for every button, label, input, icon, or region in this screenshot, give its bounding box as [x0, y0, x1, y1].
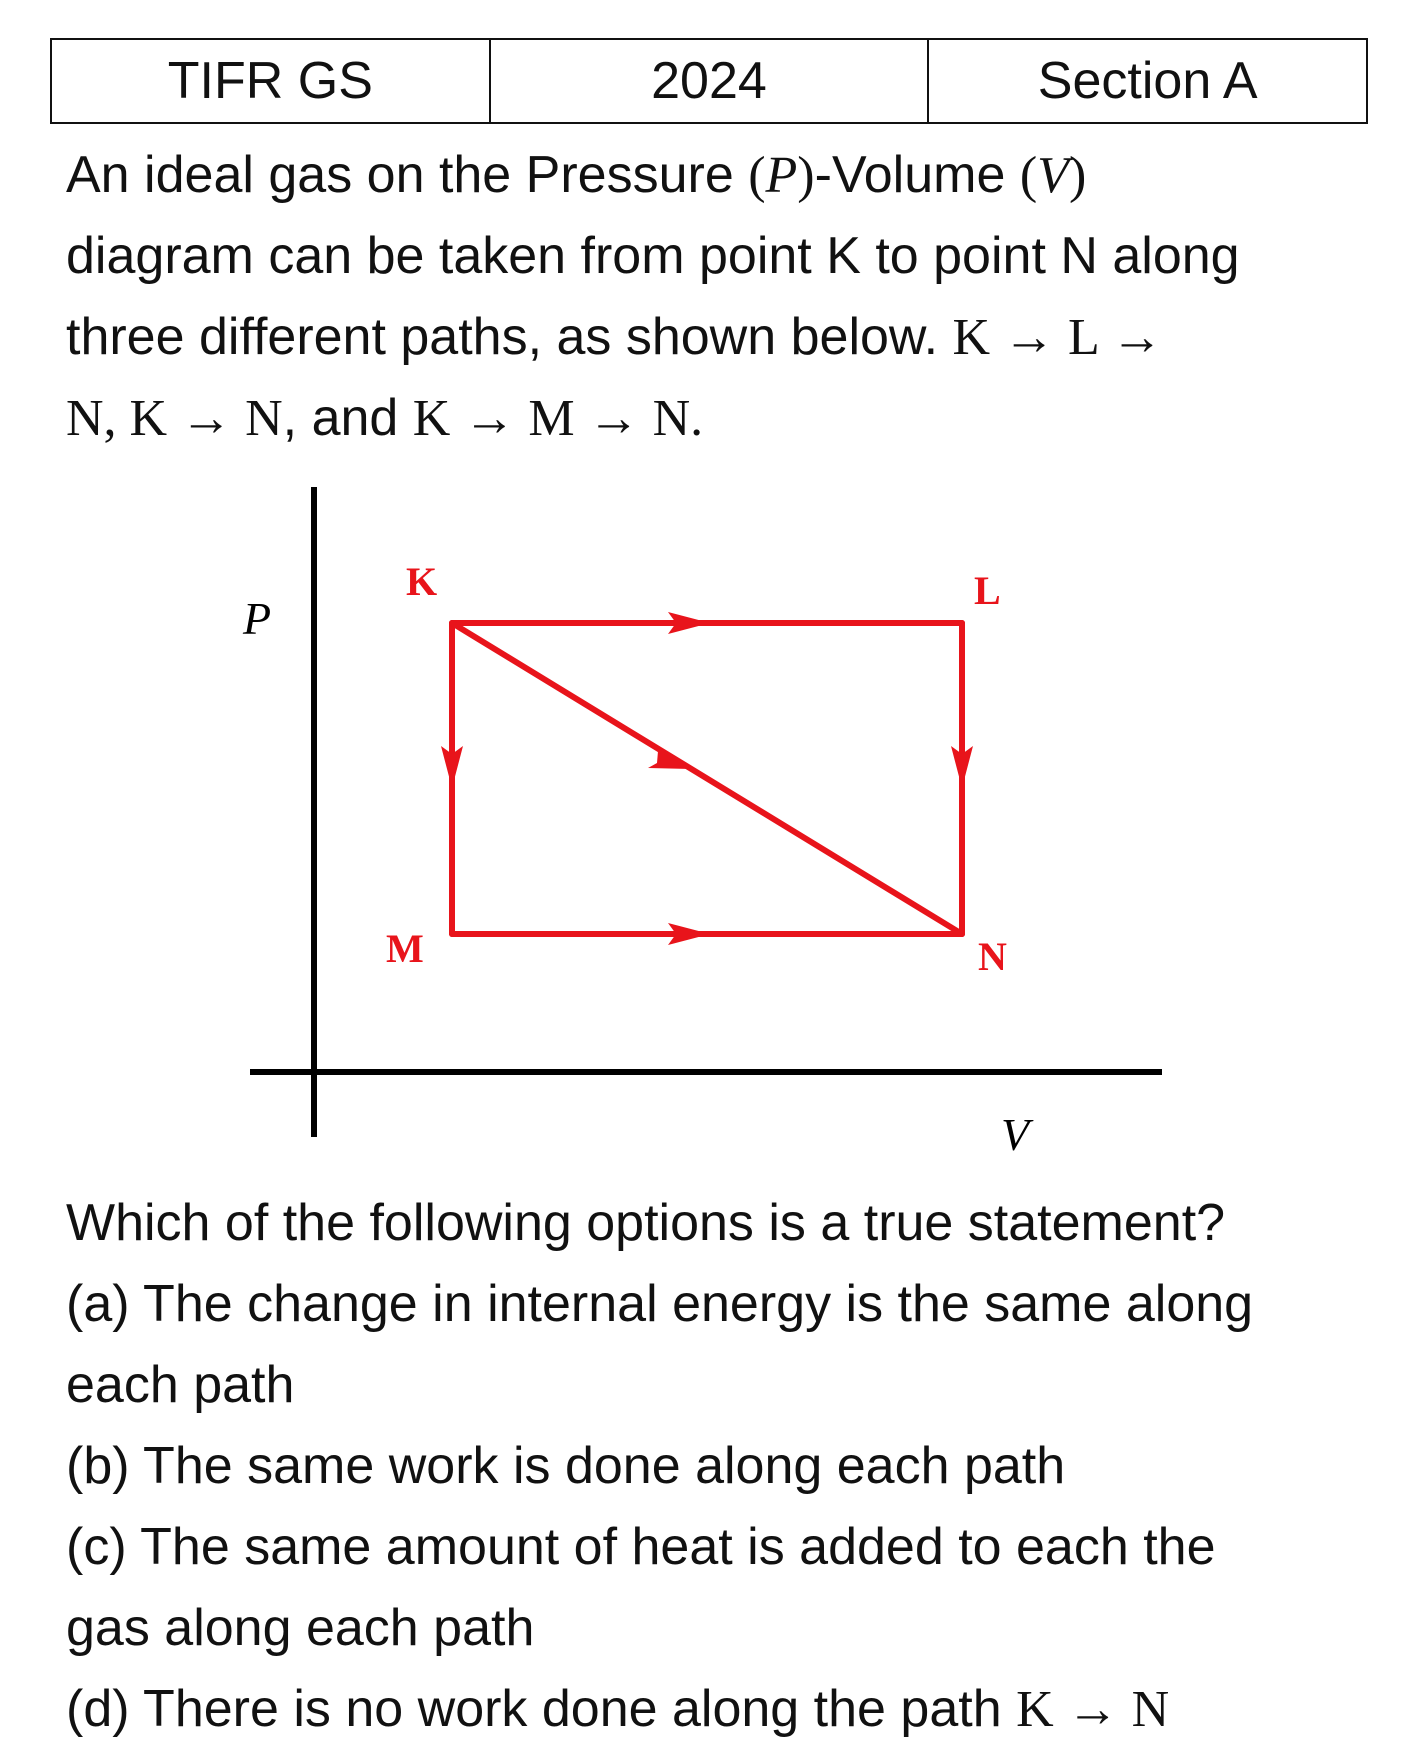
intro-text-1: An ideal gas on the Pressure	[66, 146, 749, 204]
intro-line-2: diagram can be taken from point K to point N along	[66, 227, 1240, 285]
question-block	[66, 1183, 1386, 1750]
intro-text-2: -Volume	[814, 146, 1020, 204]
point-m-label: M	[386, 926, 424, 971]
paren-close: )	[797, 147, 815, 204]
point-k-label: K	[406, 559, 438, 604]
exam-name: TIFR GS	[51, 39, 490, 123]
intro-text-3: three different paths, as shown below.	[66, 308, 953, 366]
option-a-continued: each path	[66, 1356, 295, 1414]
process-paths	[452, 623, 962, 934]
option-a: (a) The change in internal energy is the same along	[66, 1275, 1254, 1333]
option-d	[66, 1669, 1386, 1750]
intro-line-1	[66, 135, 1366, 216]
question-prompt: Which of the following options is a true statement?	[66, 1194, 1226, 1252]
option-d-text: (d) There is no work done along the path	[66, 1680, 1017, 1738]
volume-symbol: V	[1037, 147, 1069, 204]
option-b: (b) The same work is done along each path	[66, 1437, 1066, 1495]
option-c-continued: gas along each path	[66, 1599, 535, 1657]
point-l-label: L	[974, 568, 1001, 613]
path-expression: K → M → N.	[412, 390, 704, 447]
header-table	[50, 38, 1368, 124]
paren-open: (	[1019, 147, 1038, 204]
pressure-symbol: P	[765, 147, 798, 204]
problem-statement	[66, 135, 1366, 459]
path-expression: K → L →	[952, 309, 1163, 366]
v-axis-label: V	[1001, 1109, 1030, 1160]
paren-open: (	[748, 147, 766, 204]
exam-year: 2024	[490, 39, 929, 123]
paren-close: )	[1068, 147, 1087, 204]
path-expression: K → N	[1016, 1681, 1170, 1738]
intro-text-4: , and	[282, 389, 413, 447]
intro-line-3	[66, 297, 1366, 378]
path-k-n	[452, 623, 962, 934]
option-c: (c) The same amount of heat is added to each the	[66, 1518, 1216, 1576]
exam-section: Section A	[928, 39, 1367, 123]
p-axis-label: P	[243, 593, 272, 644]
intro-line-4	[66, 378, 1366, 459]
path-expression: N, K → N	[66, 390, 283, 447]
point-n-label: N	[978, 934, 1007, 979]
pv-diagram	[0, 470, 1418, 1160]
